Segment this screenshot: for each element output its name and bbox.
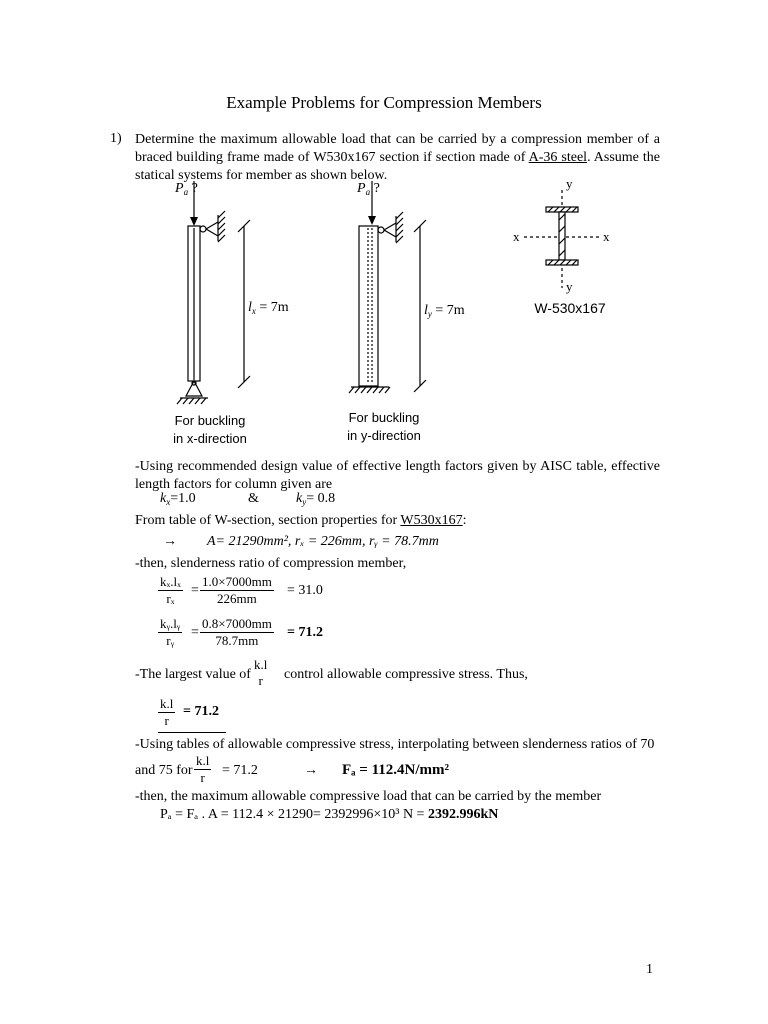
fraction-calc-x: $\frac{1.0\times 7000mm}{226mm}$ bbox=[202, 574, 272, 606]
allowable-stress: Fₐ = 112.4N/mm² bbox=[342, 762, 449, 778]
section-label: W-530x167 bbox=[534, 300, 606, 316]
page-number: 1 bbox=[646, 962, 653, 977]
caption-x: For buckling in x-direction bbox=[173, 413, 247, 446]
axis-x-right: x bbox=[603, 229, 610, 244]
equals-y: = bbox=[191, 625, 199, 640]
result-y: = 71.2 bbox=[287, 625, 323, 640]
arrow-fa: → bbox=[304, 763, 318, 778]
paragraph-and-75: and 75 for bbox=[135, 763, 193, 778]
section-properties: A= 21290mm², rₓ = 226mm, rᵧ = 78.7mm bbox=[207, 534, 439, 549]
problem-statement: Determine the maximum allowable load that can be carried by a compression member of a braced building frame made of W530x167 section if section made of A-36 steel. Assume the statical systems for member as shown below. bbox=[135, 132, 661, 183]
w-section-icon bbox=[524, 190, 600, 288]
load-calculation: Pₐ = Fₐ . A = 112.4 × 21290= 2392996×10³ N = 2392.996kN bbox=[160, 807, 499, 822]
fraction-calc-y: $\frac{0.8\times 7000mm}{78.7mm}$ bbox=[202, 616, 272, 648]
arrow-props: → bbox=[163, 534, 177, 549]
fraction-kl-r-3: $\frac{k.l}{r}$ bbox=[196, 753, 210, 785]
axis-y-bottom: y bbox=[566, 279, 573, 294]
paragraph-max-load: -then, the maximum allowable compressive load that can be carried by the member bbox=[135, 789, 602, 804]
paragraph-effective-length: -Using recommended design value of effective length factors given by AISC table, effective length factors for column given are bbox=[135, 459, 660, 492]
equals-x: = bbox=[191, 583, 199, 598]
slenderness-value: = 71.2 bbox=[222, 763, 258, 778]
fraction-kl-r-2: $\frac{k.l}{r}$ bbox=[160, 696, 174, 728]
axis-y-top: y bbox=[566, 176, 573, 191]
caption-y: For buckling in y-direction bbox=[347, 410, 421, 443]
kx-value: $k_x=1.0$ bbox=[160, 491, 196, 507]
result-x: = 31.0 bbox=[287, 583, 323, 598]
column-y-direction bbox=[349, 181, 426, 393]
ky-value: $k_y= 0.8$ bbox=[296, 491, 336, 507]
fraction-kl-r-1: k.l r bbox=[254, 657, 268, 688]
axis-x-left: x bbox=[513, 229, 520, 244]
load-label-x: $P_a$ ? bbox=[175, 181, 198, 197]
paragraph-slenderness: -then, slenderness ratio of compression member, bbox=[135, 556, 407, 571]
paragraph-largest-b: control allowable compressive stress. Thus, bbox=[284, 667, 528, 682]
paragraph-largest-a: -The largest value of bbox=[135, 667, 251, 682]
page-title: Example Problems for Compression Members bbox=[226, 93, 542, 112]
steel-grade: A-36 steel bbox=[528, 150, 588, 165]
problem-number: 1) bbox=[110, 131, 122, 146]
fraction-kxlx-rx: $\frac{\text{kₓ.lₓ}}{\text{rₓ}}$ bbox=[160, 574, 181, 606]
column-diagrams bbox=[0, 0, 768, 460]
ampersand: & bbox=[248, 491, 259, 506]
kl-result: = 71.2 bbox=[183, 704, 219, 719]
load-label-y: $P_a$ ? bbox=[357, 181, 380, 197]
final-load: 2392.996kN bbox=[427, 807, 499, 822]
paragraph-interpolate: -Using tables of allowable compressive stress, interpolating between slenderness ratios of 70 bbox=[135, 737, 655, 752]
length-label-y: $l_y = 7m$ bbox=[424, 303, 465, 319]
underline-rule bbox=[158, 732, 226, 733]
paragraph-section-props: From table of W-section, section properties for W530x167: bbox=[135, 513, 467, 528]
column-x-direction bbox=[177, 181, 250, 404]
fraction-kyly-ry: $\frac{\text{kᵧ.lᵧ}}{\text{rᵧ}}$ bbox=[160, 616, 181, 648]
length-label-x: $l_x = 7m$ bbox=[248, 300, 289, 316]
